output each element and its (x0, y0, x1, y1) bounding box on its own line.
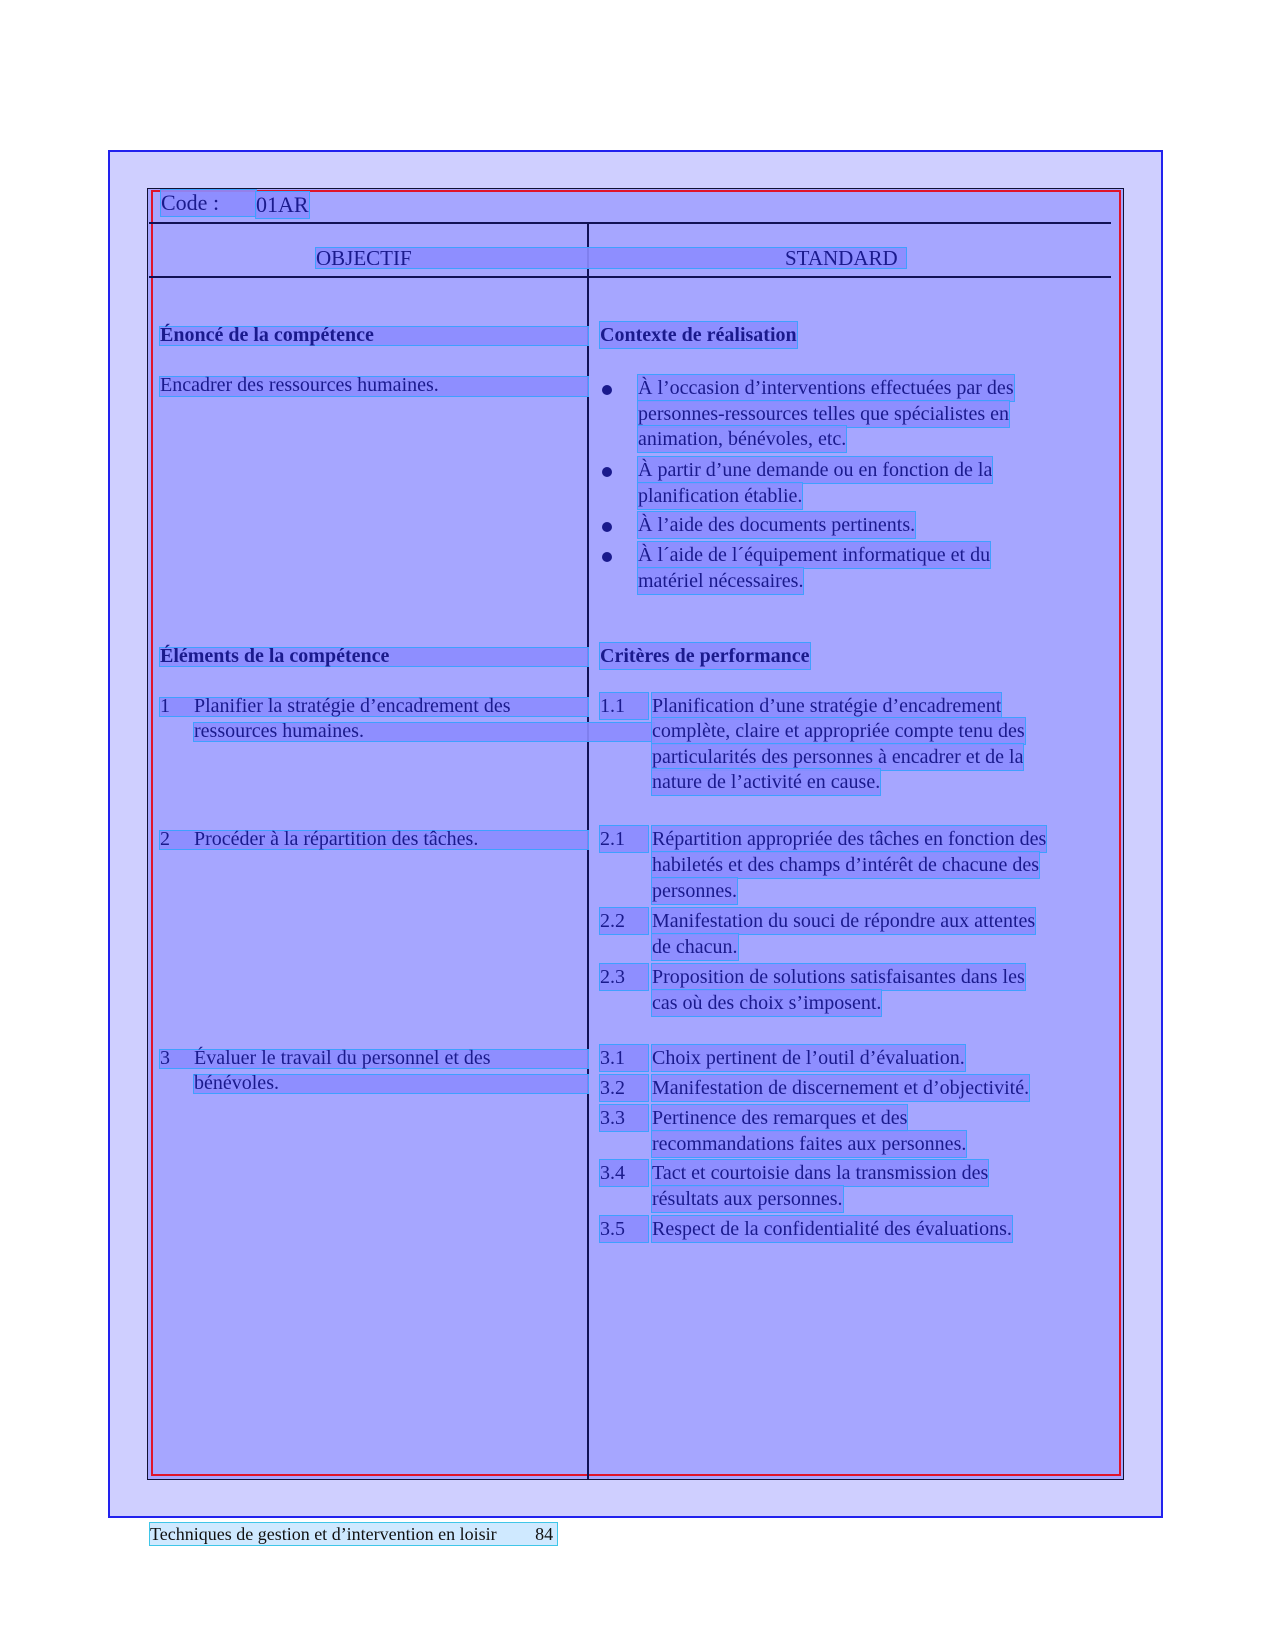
column-header-standard: STANDARD (785, 246, 898, 270)
element-line: bénévoles. (194, 1072, 279, 1094)
critere-line: Répartition appropriée des tâches en fonction des (652, 828, 1047, 850)
bullet-icon (602, 552, 612, 562)
element-number: 3 (160, 1047, 170, 1069)
contexte-line: animation, bénévoles, etc. (638, 428, 847, 450)
critere-number: 3.3 (600, 1105, 648, 1131)
critere-line: nature de l’activité en cause. (652, 771, 881, 793)
bullet-icon (602, 467, 612, 477)
criteres-heading: Critères de performance (600, 645, 810, 667)
page-number: 84 (535, 1524, 554, 1544)
code-value: 01AR (256, 192, 309, 217)
critere-line: complète, claire et appropriée compte tenu des (652, 720, 1025, 742)
element-line: ressources humaines. (194, 720, 364, 742)
enonce-text: Encadrer des ressources humaines. (160, 374, 439, 396)
critere-number: 1.1 (600, 693, 648, 719)
element-number: 2 (160, 828, 170, 850)
elements-heading: Éléments de la compétence (160, 645, 390, 667)
divider (149, 276, 1111, 278)
critere-number: 3.4 (600, 1160, 648, 1186)
contexte-line: À l’occasion d’interventions effectuées par des (638, 377, 1014, 399)
element-line: Procéder à la répartition des tâches. (194, 828, 479, 850)
critere-line: Choix pertinent de l’outil d’évaluation. (652, 1047, 965, 1069)
critere-line: Manifestation de discernement et d’objectivité. (652, 1077, 1030, 1099)
column-divider (587, 223, 589, 1479)
critere-line: cas où des choix s’imposent. (652, 992, 882, 1014)
critere-line: personnes. (652, 880, 737, 902)
critere-line: Tact et courtoisie dans la transmission des (652, 1162, 989, 1184)
contexte-line: planification établie. (638, 485, 803, 507)
divider (149, 222, 1111, 224)
critere-number: 3.1 (600, 1045, 648, 1071)
critere-line: Proposition de solutions satisfaisantes dans les (652, 966, 1025, 988)
contexte-line: matériel nécessaires. (638, 570, 804, 592)
element-number: 1 (160, 695, 170, 717)
element-line: Planifier la stratégie d’encadrement des (194, 695, 511, 717)
contexte-line: À l´aide de l´équipement informatique et du (638, 544, 991, 566)
critere-line: particularités des personnes à encadrer et de la (652, 746, 1024, 768)
column-header-objectif: OBJECTIF (316, 246, 412, 270)
critere-number: 3.2 (600, 1075, 648, 1101)
critere-line: résultats aux personnes. (652, 1188, 843, 1210)
page-footer (150, 1523, 557, 1545)
contexte-line: À partir d’une demande ou en fonction de la (638, 459, 993, 481)
critere-number: 2.1 (600, 826, 648, 852)
critere-number: 3.5 (600, 1216, 648, 1242)
critere-line: Manifestation du souci de répondre aux attentes (652, 910, 1036, 932)
critere-line: Respect de la confidentialité des évaluations. (652, 1218, 1012, 1240)
element-line: Évaluer le travail du personnel et des (194, 1047, 491, 1069)
contexte-line: À l’aide des documents pertinents. (638, 514, 916, 536)
critere-number: 2.2 (600, 908, 648, 934)
contexte-line: personnes-ressources telles que spécialistes en (638, 403, 1009, 425)
bullet-icon (602, 385, 612, 395)
critere-number: 2.3 (600, 964, 648, 990)
critere-line: habiletés et des champs d’intérêt de chacune des (652, 854, 1040, 876)
bullet-icon (602, 522, 612, 532)
contexte-heading: Contexte de réalisation (600, 324, 797, 346)
critere-line: recommandations faites aux personnes. (652, 1133, 967, 1155)
critere-line: Pertinence des remarques et des (652, 1107, 908, 1129)
critere-line: de chacun. (652, 936, 738, 958)
enonce-heading: Énoncé de la compétence (160, 324, 374, 346)
footer-title: Techniques de gestion et d’intervention en loisir (150, 1524, 497, 1544)
code-label: Code : (161, 190, 256, 216)
critere-line: Planification d’une stratégie d’encadrement (652, 695, 1002, 717)
